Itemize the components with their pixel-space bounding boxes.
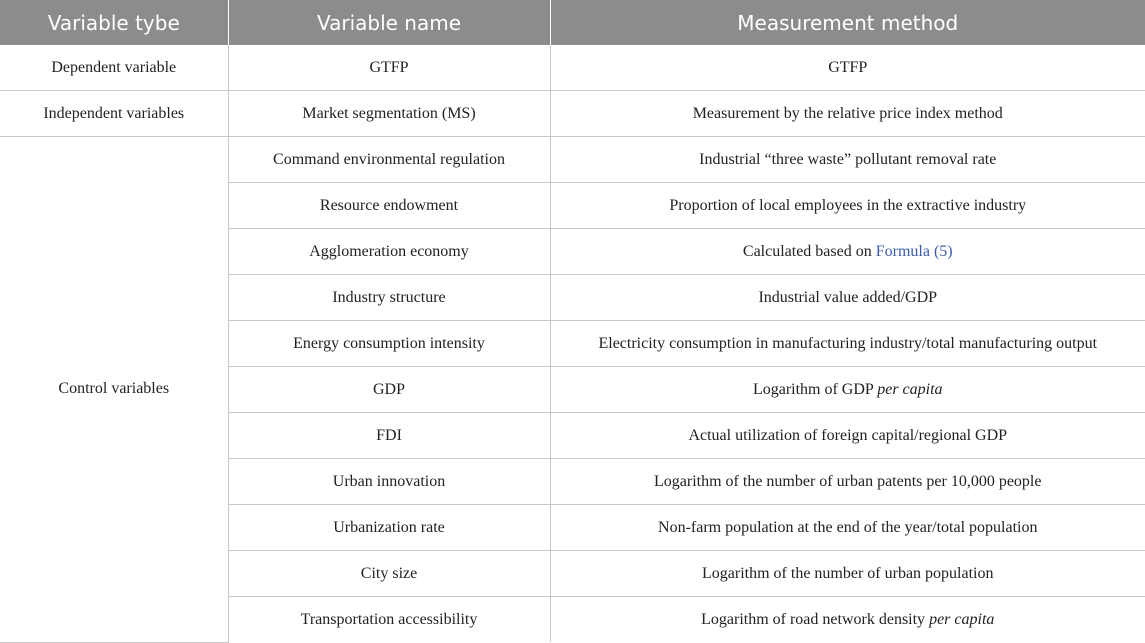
variable-name-cell: Industry structure — [228, 275, 550, 321]
measurement-method-cell: Logarithm of the number of urban population — [550, 551, 1145, 597]
method-text: Calculated based on — [742, 242, 876, 260]
measurement-method-cell — [550, 367, 1145, 413]
variable-name-cell: Resource endowment — [228, 183, 550, 229]
variable-name-cell: GTFP — [228, 45, 550, 91]
table-row — [0, 45, 1145, 91]
variable-name-cell: Urban innovation — [228, 459, 550, 505]
table-row — [0, 91, 1145, 137]
variable-type-cell: Control variables — [0, 137, 228, 643]
variable-name-cell: GDP — [228, 367, 550, 413]
measurement-method-cell: Industrial value added/GDP — [550, 275, 1145, 321]
header-variable-name: Variable name — [228, 0, 550, 45]
header-variable-type: Variable tybe — [0, 0, 228, 45]
measurement-method-cell — [550, 597, 1145, 643]
method-text: Logarithm of road network density — [701, 610, 930, 628]
measurement-method-cell: Proportion of local employees in the extractive industry — [550, 183, 1145, 229]
method-italic-text: per capita — [929, 610, 995, 628]
variable-type-cell: Independent variables — [0, 91, 228, 137]
measurement-method-cell: Electricity consumption in manufacturing industry/total manufacturing output — [550, 321, 1145, 367]
formula-link[interactable]: Formula (5) — [875, 242, 953, 260]
method-text: Logarithm of GDP — [752, 380, 878, 398]
variable-type-cell: Dependent variable — [0, 45, 228, 91]
variable-name-cell: Agglomeration economy — [228, 229, 550, 275]
measurement-method-cell: Measurement by the relative price index method — [550, 91, 1145, 137]
measurement-method-cell: Non-farm population at the end of the year/total population — [550, 505, 1145, 551]
variable-name-cell: Transportation accessibility — [228, 597, 550, 643]
method-italic-text: per capita — [877, 380, 943, 398]
table-row — [0, 137, 1145, 183]
measurement-method-cell: Industrial “three waste” pollutant removal rate — [550, 137, 1145, 183]
measurement-method-cell: Actual utilization of foreign capital/regional GDP — [550, 413, 1145, 459]
variable-name-cell: FDI — [228, 413, 550, 459]
variable-name-cell: Market segmentation (MS) — [228, 91, 550, 137]
variable-name-cell: Energy consumption intensity — [228, 321, 550, 367]
variable-name-cell: City size — [228, 551, 550, 597]
variable-name-cell: Urbanization rate — [228, 505, 550, 551]
measurement-method-cell: Logarithm of the number of urban patents per 10,000 people — [550, 459, 1145, 505]
measurement-method-cell — [550, 229, 1145, 275]
header-measurement-method: Measurement method — [550, 0, 1145, 45]
variable-name-cell: Command environmental regulation — [228, 137, 550, 183]
header-row — [0, 0, 1145, 45]
measurement-method-cell: GTFP — [550, 45, 1145, 91]
